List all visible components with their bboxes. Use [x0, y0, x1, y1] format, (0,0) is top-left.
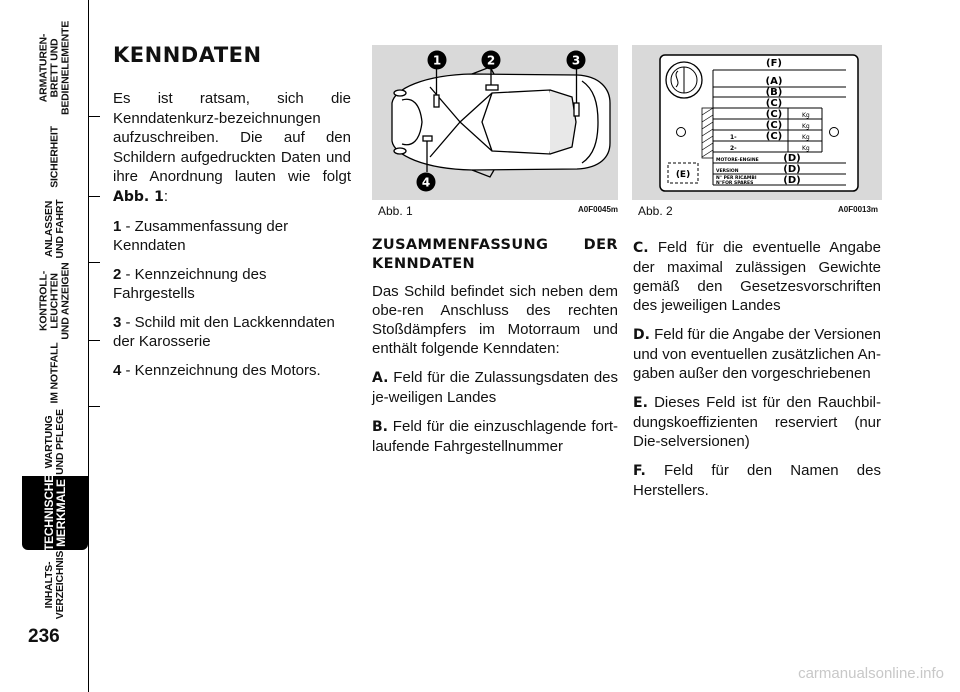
svg-text:N° PER RICAMBI: N° PER RICAMBI [716, 176, 757, 181]
tab-armaturenbrett[interactable]: ARMATUREN- BRETT UND BEDIENELEMENTE [37, 20, 72, 116]
svg-text:2-: 2- [730, 145, 737, 152]
page-number: 236 [28, 626, 60, 647]
svg-text:N°FOR SPARES: N°FOR SPARES [716, 181, 754, 186]
list-item: 3 - Schild mit den Lackkenndaten der Karosserie [113, 314, 335, 350]
tab-kontrollleuchten[interactable]: KONTROLL- LEUCHTEN UND ANZEIGEN [37, 262, 72, 340]
section-paragraph: Das Schild befindet sich neben dem obe-ren Anschluss des rechten Stoßdämpfers im Motorraum und enthält folgende Kenndaten: [372, 283, 618, 357]
list-item: 1 - Zusammenfassung der Kenndaten [113, 218, 289, 254]
intro-paragraph: Es ist ratsam, sich die Kenndatenkurz-bezeichnungen aufzuschreiben. Die auf den Schildern aufgedruckten Daten und ihre Anordnung lauten wie folgt Abb. 1: [113, 90, 351, 205]
section-heading: ZUSAMMENFASSUNG DER KENNDATEN [372, 237, 618, 272]
tab-anlassen[interactable]: ANLASSEN UND FAHRT [43, 199, 66, 259]
tab-wartung[interactable]: WARTUNG UND PFLEGE [43, 409, 66, 475]
watermark: carmanualsonline.info [798, 665, 944, 682]
svg-text:(C): (C) [765, 120, 783, 131]
svg-text:Kg: Kg [802, 123, 810, 130]
svg-text:(D): (D) [783, 175, 801, 186]
figure1-caption: Abb. 1 [378, 204, 413, 218]
figure1-code: A0F0045m [578, 205, 619, 214]
figure-id-plate [632, 45, 882, 200]
left-column [113, 43, 351, 390]
svg-text:(C): (C) [765, 131, 783, 142]
list-item: D. Feld für die Angabe der Versionen und von eventuellen zusätzlichen An-gaben außer den vorgeschriebenen [633, 326, 881, 382]
plate-field-c: (C) [765, 98, 783, 109]
plate-field-e: (E) [675, 170, 691, 180]
marker-2: 2 [486, 53, 496, 68]
figure2-caption: Abb. 2 [638, 204, 673, 218]
list-item: E. Dieses Feld ist für den Rauchbil-dungskoeffizienten reserviert (nur Die-selversionen) [633, 394, 881, 450]
chapter-sidebar [0, 0, 100, 692]
svg-text:Kg: Kg [802, 134, 810, 141]
sidebar-rule [88, 0, 89, 692]
tab-technische-merkmale[interactable]: TECHNISCHE MERKMALE [22, 476, 88, 550]
list-item: A. Feld für die Zulassungsdaten des je-weiligen Landes [372, 369, 618, 406]
middle-column [372, 236, 618, 466]
list-item: C. Feld für die eventuelle Angabe der maximal zulässigen Gewichte gemäß den Gesetzesvorschriften des jeweiligen Landes [633, 239, 881, 314]
svg-text:(C): (C) [765, 109, 783, 120]
id-plate-illustration [632, 45, 882, 200]
plate-field-f: (F) [766, 58, 782, 69]
plate-field-d: (D) [783, 153, 801, 164]
figure-car-topview [372, 45, 618, 200]
car-topview-illustration [372, 45, 618, 200]
figure2-code: A0F0013m [838, 205, 879, 214]
list-item: 4 - Kennzeichnung des Motors. [113, 362, 321, 379]
svg-text:(D): (D) [783, 164, 801, 175]
right-column [633, 238, 881, 510]
svg-text:Kg: Kg [802, 145, 810, 152]
svg-text:Kg: Kg [802, 112, 810, 119]
marker-3: 3 [571, 53, 581, 68]
svg-text:1-: 1- [730, 134, 737, 141]
figure-ref: Abb. 1 [113, 188, 164, 205]
page-title: KENNDATEN [113, 43, 262, 67]
marker-4: 4 [421, 175, 431, 190]
list-item: F. Feld für den Namen des Herstellers. [633, 462, 881, 499]
tab-sicherheit[interactable]: SICHERHEIT [48, 126, 61, 188]
list-item: 2 - Kennzeichnung des Fahrgestells [113, 266, 267, 302]
marker-1: 1 [432, 53, 442, 68]
svg-text:VERSION: VERSION [716, 169, 739, 174]
tab-im-notfall[interactable]: IM NOTFALL [48, 342, 61, 404]
plate-field-b: (B) [765, 87, 783, 98]
list-item: B. Feld für die einzuschlagende fort-laufende Fahrgestellnummer [372, 418, 618, 455]
plate-field-a: (A) [765, 76, 783, 87]
svg-text:MOTORE-ENGINE: MOTORE-ENGINE [716, 158, 759, 163]
tab-inhaltsverzeichnis[interactable]: INHALTS- VERZEICHNIS [43, 550, 66, 620]
